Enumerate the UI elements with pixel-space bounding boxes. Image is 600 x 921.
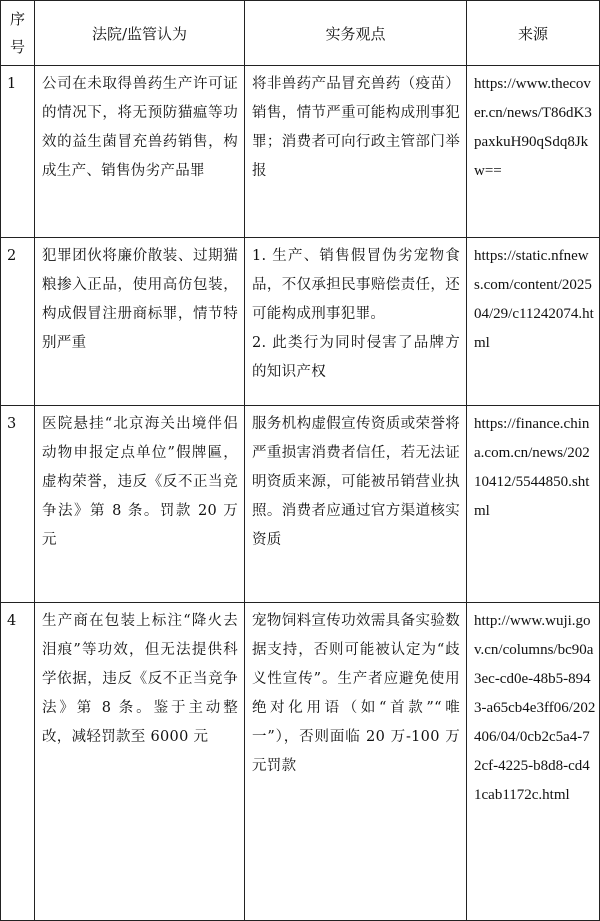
court-view-cell: 医院悬挂“北京海关出境伴侣动物申报定点单位”假牌匾，虚构荣誉，违反《反不正当竞争法》第 8 条。罚款 20 万元 xyxy=(42,416,238,548)
practice-view-cell xyxy=(245,238,466,387)
practice-view-line: 宠物饲料宣传功效需具备实验数据支持，否则可能被认定为“歧义性宣传”。生产者应避免使用绝对化用语（如“首款”“唯一”），否则面临 20 万-100 万元罚款 xyxy=(252,613,460,774)
source-link[interactable]: https://static.nfnews.com/content/202504/29/c11242074.html xyxy=(474,248,594,351)
practice-view-line: 1. 生产、销售假冒伪劣宠物食品，不仅承担民事赔偿责任，还可能构成刑事犯罪。 xyxy=(252,248,460,322)
row-number: 1 xyxy=(7,76,17,92)
practice-view-cell xyxy=(245,66,466,186)
practice-view-line: 2. 此类行为同时侵害了品牌方的知识产权 xyxy=(252,335,460,380)
row-number: 3 xyxy=(7,416,17,432)
header-court-view: 法院/监管认为 xyxy=(35,1,245,66)
table-row xyxy=(1,603,600,921)
header-no-top: 序 xyxy=(9,10,25,28)
header-practice-view: 实务观点 xyxy=(245,1,467,66)
practice-view-cell xyxy=(245,406,466,555)
table-row xyxy=(1,406,600,603)
header-row xyxy=(1,1,600,66)
practice-view-line: 服务机构虚假宣传资质或荣誉将严重损害消费者信任，若无法证明资质来源，可能被吊销营业执照。消费者应通过官方渠道核实资质 xyxy=(252,416,460,548)
header-no-bottom: 号 xyxy=(9,38,25,56)
row-number: 4 xyxy=(7,613,17,629)
source-link[interactable]: https://www.thecover.cn/news/T86dK3paxkuH90qSdq8Jkw== xyxy=(474,76,592,179)
practice-view-line: 将非兽药产品冒充兽药（疫苗）销售，情节严重可能构成刑事犯罪；消费者可向行政主管部门举报 xyxy=(252,76,460,179)
practice-view-cell xyxy=(245,603,466,781)
source-link[interactable]: http://www.wuji.gov.cn/columns/bc90a3ec-cd0e-48b5-8943-a65cb4e3ff06/202406/04/0cb2c5a4-72cf-4225-b8d8-cd41cab1172c.html xyxy=(474,613,596,803)
table-row xyxy=(1,238,600,406)
row-number: 2 xyxy=(7,248,17,264)
header-source: 来源 xyxy=(467,1,600,66)
court-view-cell: 公司在未取得兽药生产许可证的情况下，将无预防猫瘟等功效的益生菌冒充兽药销售，构成生产、销售伪劣产品罪 xyxy=(42,76,238,179)
source-link[interactable]: https://finance.china.com.cn/news/20210412/5544850.shtml xyxy=(474,416,590,519)
header-no xyxy=(1,1,35,66)
court-view-cell: 犯罪团伙将廉价散装、过期猫粮掺入正品，使用高仿包装，构成假冒注册商标罪，情节特别严重 xyxy=(42,248,238,351)
court-view-cell: 生产商在包装上标注“降火去泪痕”等功效，但无法提供科学依据，违反《反不正当竞争法》第 8 条。鉴于主动整改，减轻罚款至 6000 元 xyxy=(42,613,238,745)
table-row xyxy=(1,66,600,238)
